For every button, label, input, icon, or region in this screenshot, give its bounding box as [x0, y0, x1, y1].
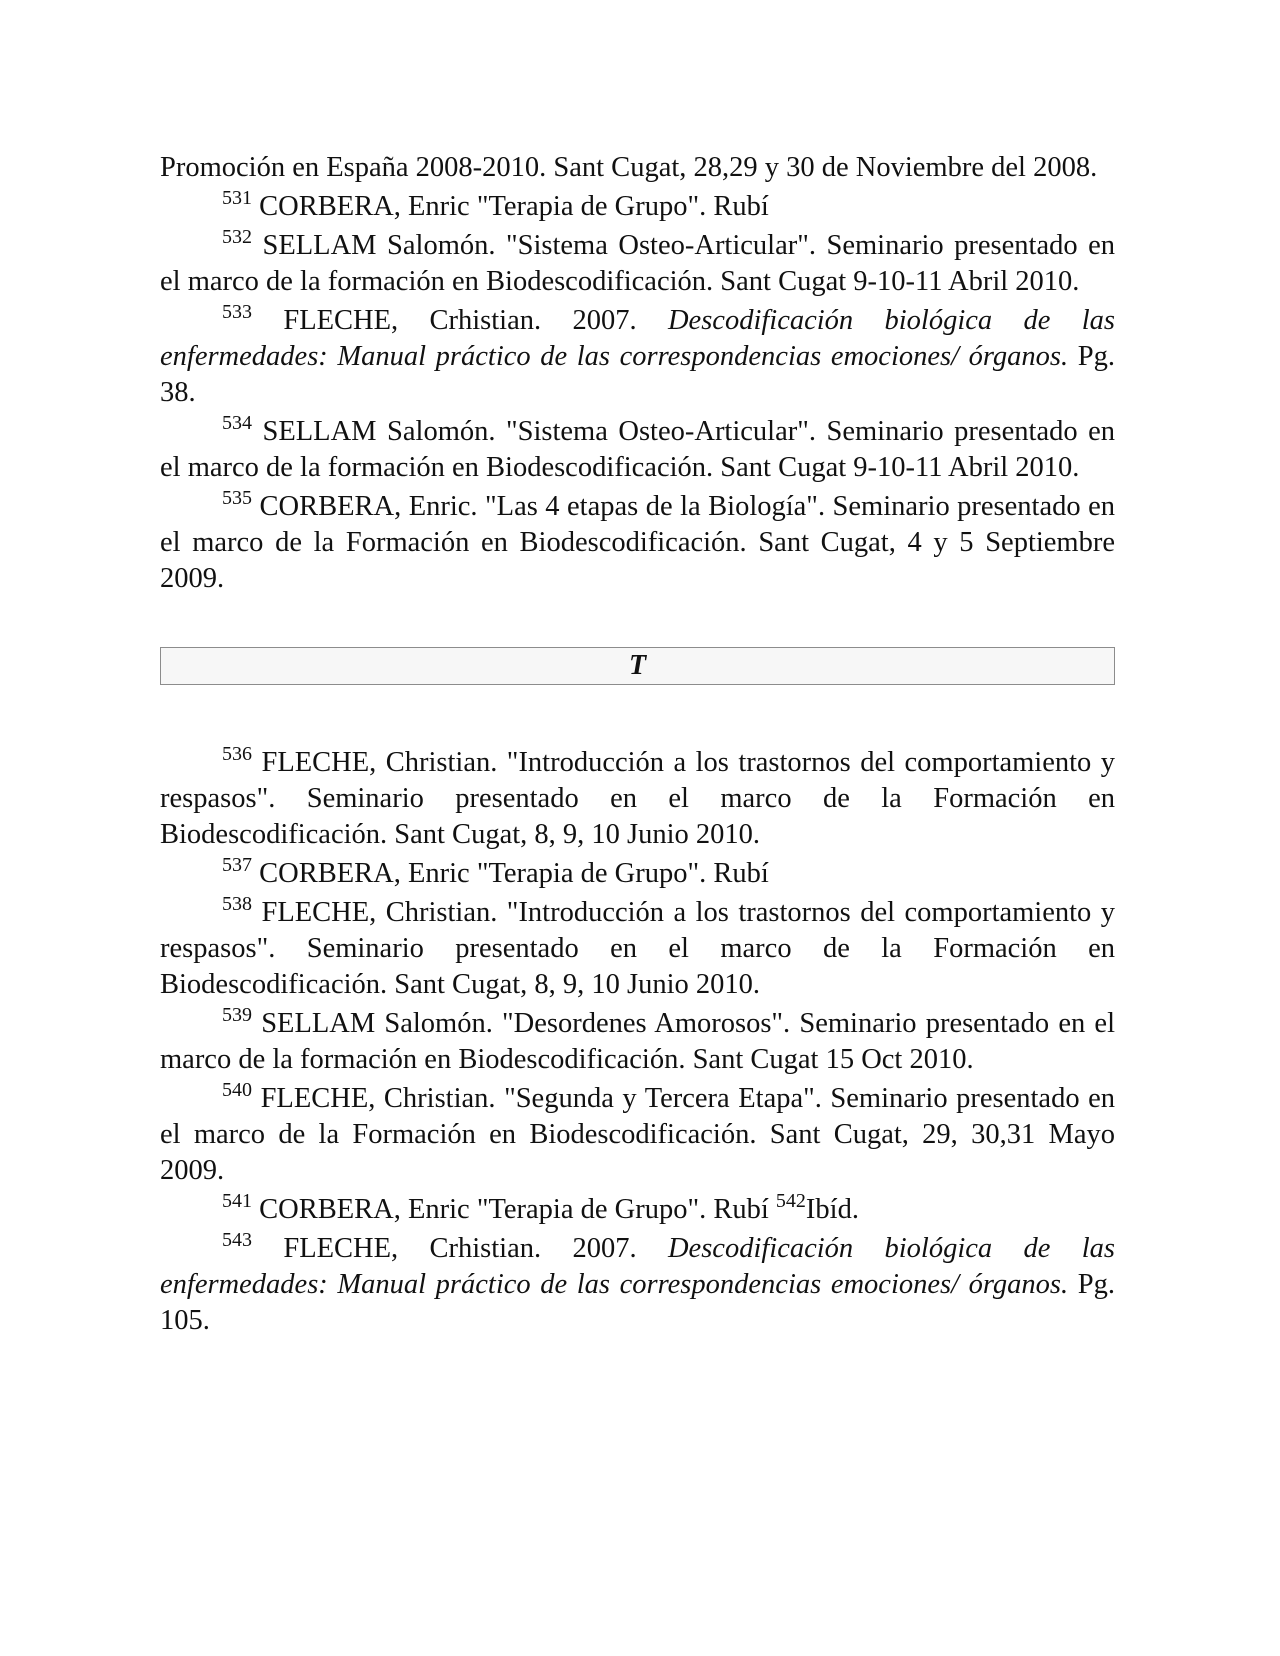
section-letter: T	[628, 650, 647, 681]
footnote-536	[160, 745, 1115, 853]
page-reference: Pg. 38.	[160, 341, 1115, 408]
footnote-text: SELLAM Salomón. "Sistema Osteo-Articular". Seminario presentado en el marco de la formación en Biodescodificación. Sant Cugat 9-10-11 Abril 2010.	[160, 230, 1115, 297]
footnote-543	[160, 1231, 1115, 1339]
footnote-532	[160, 228, 1115, 300]
footnote-539	[160, 1006, 1115, 1078]
footnote-text-inline: Ibíd.	[805, 1194, 859, 1225]
footnote-533	[160, 303, 1115, 411]
footnote-number: 532	[222, 226, 252, 248]
footnote-text: SELLAM Salomón. "Desordenes Amorosos". Seminario presentado en el marco de la formación en Biodescodificación. Sant Cugat 15 Oct 2010.	[160, 1008, 1115, 1075]
footnote-number: 543	[222, 1229, 252, 1251]
footnote-number: 539	[222, 1004, 252, 1026]
footnote-number: 535	[222, 487, 252, 509]
footnote-number: 538	[222, 893, 252, 915]
footnote-number: 531	[222, 187, 252, 209]
footnote-538	[160, 895, 1115, 1003]
footnote-number: 537	[222, 854, 252, 876]
footnote-534	[160, 414, 1115, 486]
footnote-541	[160, 1192, 1115, 1228]
footnote-number: 533	[222, 301, 252, 323]
footnote-535	[160, 489, 1115, 597]
footnote-531	[160, 189, 1115, 225]
footnote-text: FLECHE, Christian. "Segunda y Tercera Etapa". Seminario presentado en el marco de la Formación en Biodescodificación. Sant Cugat, 29, 30,31 Mayo 2009.	[160, 1083, 1116, 1186]
footnote-540	[160, 1081, 1115, 1189]
footnote-text: SELLAM Salomón. "Sistema Osteo-Articular". Seminario presentado en el marco de la formación en Biodescodificación. Sant Cugat 9-10-11 Abril 2010.	[160, 416, 1115, 483]
book-title: Descodificación biológica de las enfermedades: Manual práctico de las correspondencias emociones/ órganos.	[160, 1233, 1116, 1300]
document-page	[160, 150, 1115, 1339]
footnote-text: CORBERA, Enric "Terapia de Grupo". Rubí	[259, 858, 769, 889]
footnote-text: FLECHE, Christian. "Introducción a los trastornos del comportamiento y respasos". Seminario presentado en el marco de la Formación en Biodescodificación. Sant Cugat, 8, 9, 10 Junio 2010.	[160, 747, 1115, 850]
footnote-number: 534	[222, 412, 252, 434]
continuation-text: Promoción en España 2008-2010. Sant Cugat, 28,29 y 30 de Noviembre del 2008.	[160, 152, 1098, 183]
footnote-number-inline: 542	[775, 1190, 806, 1212]
footnote-text: CORBERA, Enric "Terapia de Grupo". Rubí	[259, 1194, 769, 1225]
page-reference: Pg. 105.	[160, 1269, 1115, 1336]
footnote-text: CORBERA, Enric "Terapia de Grupo". Rubí	[259, 191, 769, 222]
footnote-text: CORBERA, Enric. "Las 4 etapas de la Biología". Seminario presentado en el marco de la Formación en Biodescodificación. Sant Cugat, 4 y 5 Septiembre 2009.	[160, 491, 1116, 594]
footnote-number: 540	[222, 1079, 252, 1101]
footnote-text: FLECHE, Crhistian. 2007.	[283, 1233, 637, 1264]
book-title: Descodificación biológica de las enfermedades: Manual práctico de las correspondencias emociones/ órganos.	[160, 305, 1116, 372]
footnote-537	[160, 856, 1115, 892]
footnote-text: FLECHE, Christian. "Introducción a los trastornos del comportamiento y respasos". Seminario presentado en el marco de la Formación en Biodescodificación. Sant Cugat, 8, 9, 10 Junio 2010.	[160, 897, 1115, 1000]
footnote-number: 536	[222, 743, 252, 765]
section-header-box	[160, 647, 1115, 685]
footnote-number: 541	[222, 1190, 252, 1212]
footnote-text: FLECHE, Crhistian. 2007.	[283, 305, 637, 336]
